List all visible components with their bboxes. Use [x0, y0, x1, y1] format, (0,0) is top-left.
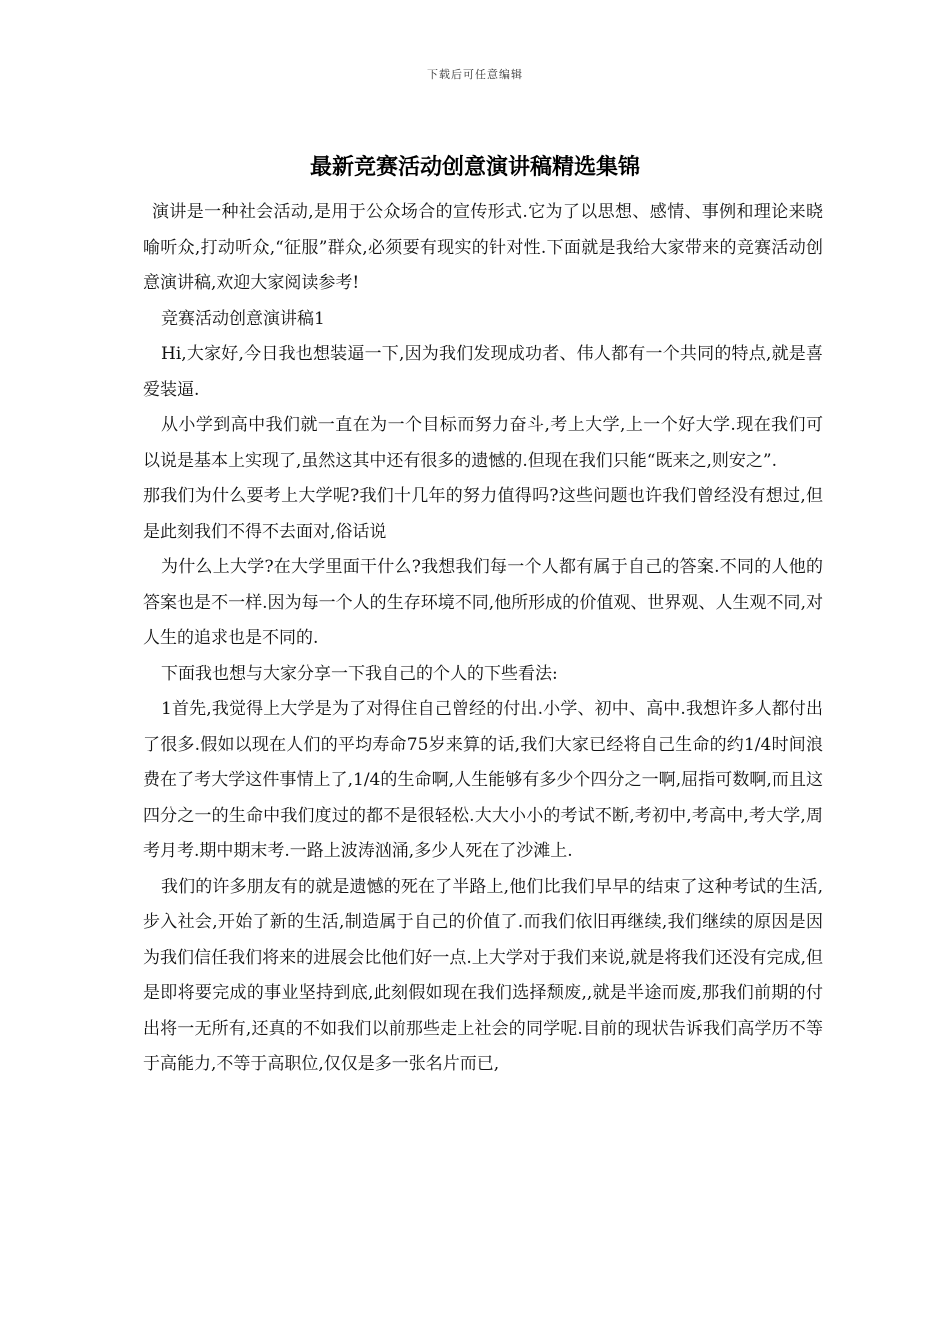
header-note: 下载后可任意编辑	[427, 68, 523, 81]
paragraph: 下面我也想与大家分享一下我自己的个人的下些看法:	[161, 663, 558, 684]
paragraph-intro: 演讲是一种社会活动,是用于公众场合的宣传形式.它为了以思想、感情、事例和理论来晓喻听众,打动听众,“征服”群众,必须要有现实的针对性.下面就是我给大家带来的竞赛活动创意演讲稿,欢迎大家阅读参考!	[143, 202, 823, 293]
paragraph: 1首先,我觉得上大学是为了对得住自己曾经的付出.小学、初中、高中.我想许多人都付出了很多.假如以现在人们的平均寿命75岁来算的话,我们大家已经将自己生命的约1/4时间浪费在了考大学这件事情上了,1/4的生命啊,人生能够有多少个四分之一啊,屈指可数啊,而且这四分之一的生命中我们度过的都不是很轻松.大大小小的考试不断,考初中,考高中,考大学,周考月考.期中期末考.一路上波涛汹涌,多少人死在了沙滩上.	[143, 699, 823, 861]
document-title: 最新竞赛活动创意演讲稿精选集锦	[309, 154, 640, 180]
paragraph: Hi,大家好,今日我也想装逼一下,因为我们发现成功者、伟人都有一个共同的特点,就是喜爱装逼.	[143, 344, 823, 400]
section-heading: 竞赛活动创意演讲稿1	[161, 308, 325, 329]
paragraph: 我们的许多朋友有的就是遗憾的死在了半路上,他们比我们早早的结束了这种考试的生活,步入社会,开始了新的生活,制造属于自己的价值了.而我们依旧再继续,我们继续的原因是因为我们信任我们将来的进展会比他们好一点.上大学对于我们来说,就是将我们还没有完成,但是即将要完成的事业坚持到底,此刻假如现在我们选择颓废,,就是半途而废,那我们前期的付出将一无所有,还真的不如我们以前那些走上社会的同学呢.目前的现状告诉我们高学历不等于高能力,不等于高职位,仅仅是多一张名片而已,	[143, 876, 823, 1074]
paragraph: 从小学到高中我们就一直在为一个目标而努力奋斗,考上大学,上一个好大学.现在我们可以说是基本上实现了,虽然这其中还有很多的遗憾的.但现在我们只能“既来之,则安之”.	[143, 415, 823, 471]
document-body	[143, 195, 823, 1083]
paragraph: 为什么上大学?在大学里面干什么?我想我们每一个人都有属于自己的答案.不同的人他的答案也是不一样.因为每一个人的生存环境不同,他所形成的价值观、世界观、人生观不同,对人生的追求也是不同的.	[143, 557, 823, 648]
paragraph: 那我们为什么要考上大学呢?我们十几年的努力值得吗?这些问题也许我们曾经没有想过,但是此刻我们不得不去面对,俗话说	[143, 486, 823, 542]
